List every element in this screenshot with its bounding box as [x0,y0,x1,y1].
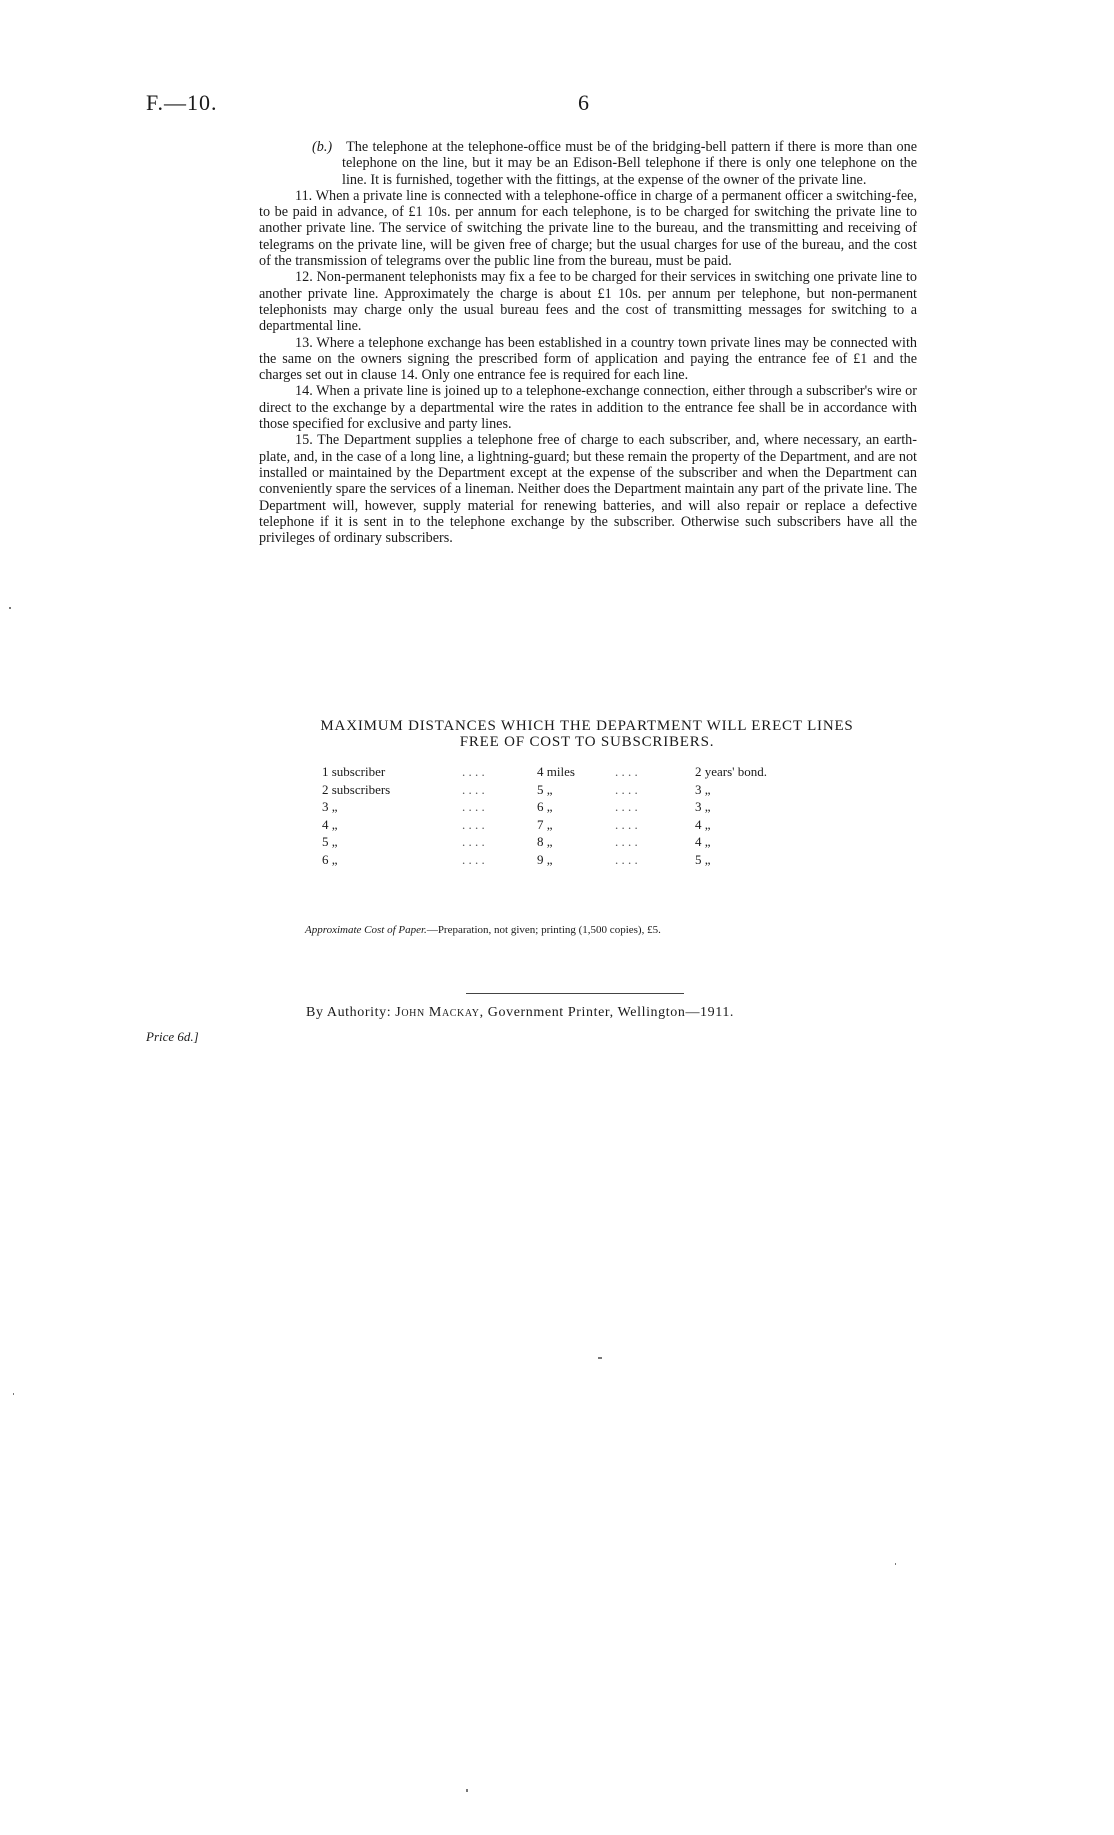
divider-rule [466,993,684,994]
subscribers-cell: 5 „ [322,834,338,849]
paragraph-text: The telephone at the telephone-office must be of the bridging-bell pattern if there is more than one telephone on the line, but it may be an Edison-Bell telephone if there is only one telephone on the line. It is furnished, together with the fittings, at the expense of the owner of the private line. [342,139,917,188]
bond-cell: 5 „ [695,851,711,867]
scan-speck [598,1357,602,1359]
cost-note-label: Approximate Cost of Paper. [305,924,427,936]
leader-dots: . . . . [615,781,638,797]
paragraph-12: 12. Non-permanent telephonists may fix a fee to be charged for their services in switching one private line to another private line. Approximately the charge is about £1 10s. per annum per telephone, but non-permanent telephonists may charge only the usual bureau fees and the cost of transmitting messages for switching to a departmental line. [259,269,917,335]
table-row [322,851,815,869]
leader-dots: . . . . [615,799,638,814]
table-row [322,781,815,799]
imprint-prefix: By Authority: [306,1005,396,1020]
miles-cell: 5 „ [537,781,553,797]
leader-dots: . . . . [462,834,485,849]
leader-dots: . . . . [462,799,485,814]
paragraph-label: (b.) [312,139,333,155]
scan-speck [466,1789,468,1792]
paragraph-b [259,139,917,188]
bond-cell: 4 „ [695,816,711,832]
leader-dots: . . . . [462,781,485,797]
imprint-suffix: , Government Printer, Wellington—1911. [479,1005,735,1020]
paragraph-14: 14. When a private line is joined up to a telephone-exchange connection, either through a subscriber's wire or direct to the exchange by a departmental wire the rates in addition to the entrance fee shall be in accordance with those specified for exclusive and party lines. [259,383,917,433]
document-reference: F.—10. [146,90,218,115]
leader-dots: . . . . [462,816,485,832]
leader-dots: . . . . [462,851,485,867]
paragraph-13: 13. Where a telephone exchange has been established in a country town private lines may be connected with the same on the owners signing the prescribed form of application and paying the entrance fee of £1 and the charges set out in clause 14. Only one entrance fee is required for each line. [259,334,917,384]
miles-cell: 8 „ [537,834,553,849]
distance-table [322,763,815,868]
imprint-printer: John Mackay [395,1005,480,1020]
subscribers-cell: 4 „ [322,816,338,832]
miles-cell: 9 „ [537,851,553,867]
imprint [306,1005,734,1021]
subscribers-cell: 6 „ [322,851,338,867]
leader-dots: . . . . [615,851,638,867]
table-title-line-2: FREE OF COST TO SUBSCRIBERS. [459,734,715,750]
bond-cell: 3 „ [695,781,711,797]
subscribers-cell: 3 „ [322,799,338,814]
miles-cell: 4 miles [537,764,575,779]
subscribers-cell: 2 subscribers [322,781,391,797]
scan-speck [9,607,11,609]
table-row [322,833,815,851]
price: Price 6d.] [146,1029,199,1044]
cost-note [305,924,661,936]
miles-cell: 7 „ [537,816,553,832]
bond-cell: 2 years' bond. [695,764,768,779]
body-text [259,139,917,546]
leader-dots: . . . . [615,816,638,832]
table-row [322,763,815,781]
leader-dots: . . . . [615,834,638,849]
paragraph-15: 15. The Department supplies a telephone free of charge to each subscriber, and, where necessary, an earth-plate, and, in the case of a long line, a lightning-guard; but these remain the property of the Department, and are not installed or maintained by the Department except at the expense of the subscriber and when the Department can conveniently spare the services of a lineman. Neither does the Department maintain any part of the private line. The Department will, however, supply material for renewing batteries, and will also repair or replace a defective telephone if it is sent in to the telephone exchange by the subscriber. Otherwise such subscribers have all the privileges of ordinary subscribers. [259,432,917,547]
leader-dots: . . . . [615,764,638,779]
table-row [322,798,815,816]
scan-speck [13,1393,14,1395]
table-title-line-1: MAXIMUM DISTANCES WHICH THE DEPARTMENT WILL ERECT LINES [320,718,854,734]
page-number: 6 [578,90,589,115]
table-row [322,816,815,834]
cost-note-text: —Preparation, not given; printing (1,500 copies), £5. [426,924,661,936]
bond-cell: 4 „ [695,834,711,849]
bond-cell: 3 „ [695,799,711,814]
leader-dots: . . . . [462,764,485,779]
miles-cell: 6 „ [537,799,553,814]
scan-speck [895,1563,896,1565]
paragraph-11: 11. When a private line is connected with a telephone-office in charge of a permanent officer a switching-fee, to be paid in advance, of £1 10s. per annum for each telephone, is to be charged for switching the private line to another private line. The service of switching the private line to the bureau, and the transmitting and receiving of telegrams on the private line, will be given free of charge; but the usual charges for use of the bureau, and the cost of the transmission of telegrams over the public line from the bureau, must be paid. [259,187,917,270]
table-title [246,718,928,750]
subscribers-cell: 1 subscriber [322,764,386,779]
